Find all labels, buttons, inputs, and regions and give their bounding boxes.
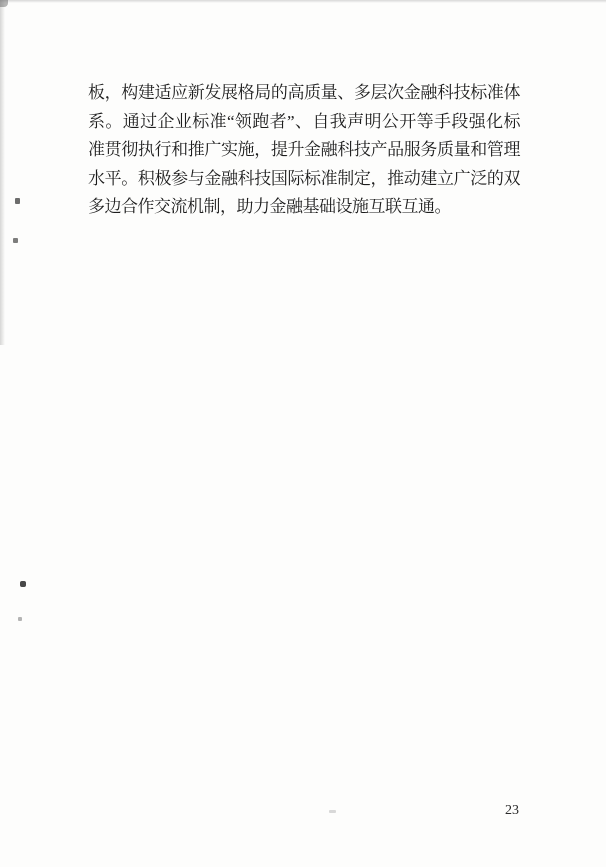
body-paragraph [88, 79, 520, 222]
paragraph-line: 水平。积极参与金融科技国际标准制定，推动建立广泛的双 [88, 168, 520, 188]
paragraph-line: 多边合作交流机制，助力金融基础设施互联互通。 [88, 197, 451, 216]
paragraph-line: 系。通过企业标准“领跑者”、自我声明公开等手段强化标 [88, 111, 520, 131]
ink-speck [15, 198, 20, 204]
paragraph-line: 准贯彻执行和推广实施，提升金融科技产品服务质量和管理 [88, 140, 520, 159]
scan-edge-left [0, 0, 5, 345]
scan-corner-smudge [0, 0, 8, 7]
ink-speck [20, 581, 26, 587]
ink-speck [13, 238, 18, 243]
page-number: 23 [505, 803, 519, 818]
paragraph-line: 板，构建适应新发展格局的高质量、多层次金融科技标准体 [88, 83, 520, 102]
ink-speck [329, 810, 336, 813]
scan-edge-top [0, 0, 606, 3]
ink-speck [18, 617, 22, 621]
